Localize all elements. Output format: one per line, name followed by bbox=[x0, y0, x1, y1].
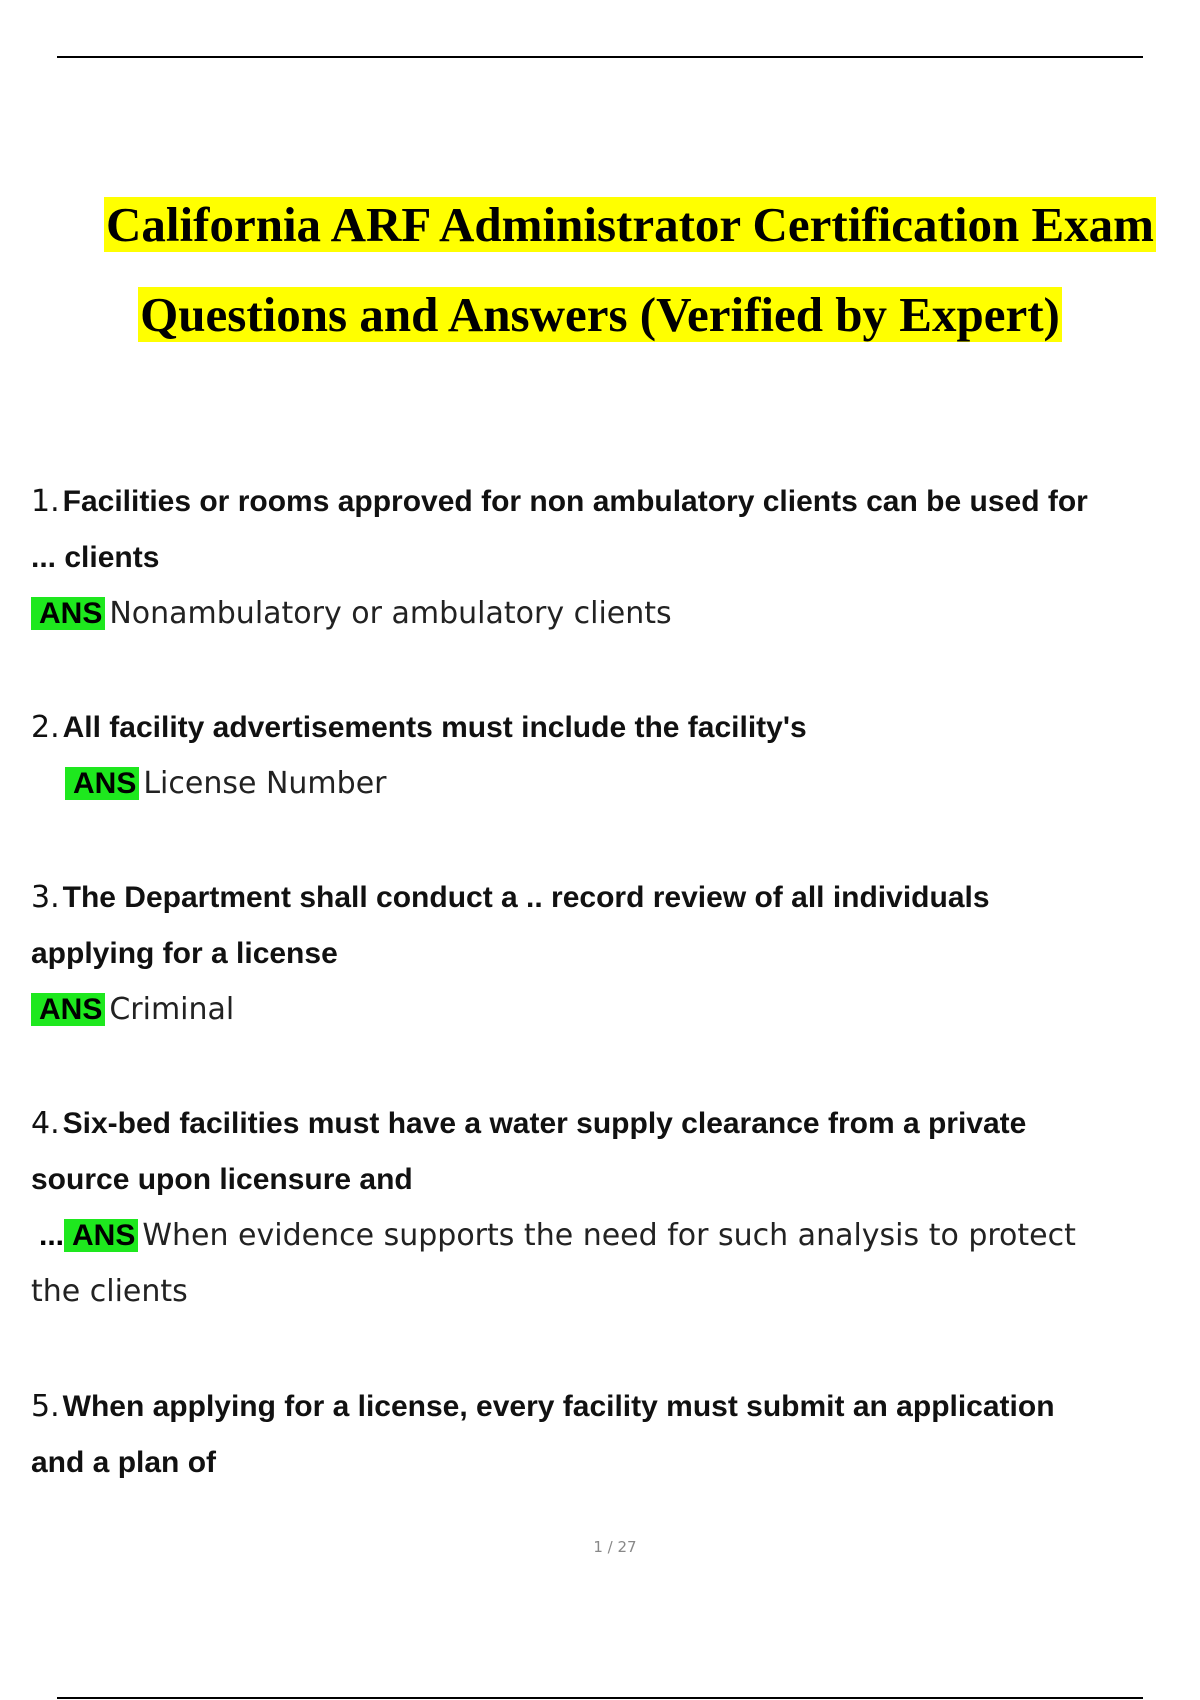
question-number: 4. bbox=[31, 1106, 60, 1141]
answer-badge: ANS bbox=[31, 993, 105, 1026]
title-highlight-1: California ARF Administrator Certification Exam bbox=[106, 197, 1154, 252]
answer-line-2: the clients bbox=[31, 1274, 188, 1309]
question-text bbox=[31, 1096, 1181, 1152]
question-number: 2. bbox=[31, 710, 60, 745]
question-line-1: Six-bed facilities must have a water supply clearance from a private bbox=[62, 1107, 1027, 1140]
question-number: 5. bbox=[31, 1389, 60, 1424]
question-item-3 bbox=[31, 870, 1181, 1038]
question-item-2 bbox=[31, 700, 1181, 812]
question-line-1: The Department shall conduct a .. record review of all individuals bbox=[62, 881, 990, 914]
answer-badge: ANS bbox=[31, 597, 105, 630]
question-line-1: Facilities or rooms approved for non ambulatory clients can be used for bbox=[62, 485, 1088, 518]
question-line-2: and a plan of bbox=[31, 1446, 217, 1479]
answer-prefix: ... bbox=[39, 1219, 65, 1252]
question-line-2: source upon licensure and bbox=[31, 1163, 413, 1196]
answer-text bbox=[31, 586, 1181, 642]
answer-text bbox=[31, 756, 1181, 812]
answer-value: When evidence supports the need for such analysis to protect bbox=[142, 1218, 1076, 1253]
answer-text bbox=[31, 982, 1181, 1038]
page-number: 1 / 27 bbox=[593, 1538, 637, 1556]
answer-value: Nonambulatory or ambulatory clients bbox=[109, 596, 672, 631]
question-text bbox=[31, 474, 1181, 530]
question-item-1 bbox=[31, 474, 1181, 642]
question-text bbox=[31, 1379, 1181, 1435]
question-item-4 bbox=[31, 1096, 1181, 1320]
question-item-5 bbox=[31, 1379, 1181, 1491]
top-rule bbox=[57, 56, 1143, 58]
question-line-2: ... clients bbox=[31, 541, 160, 574]
bottom-rule bbox=[57, 1697, 1143, 1699]
document-title-line-1 bbox=[30, 195, 1200, 255]
question-number: 1. bbox=[31, 484, 60, 519]
question-line-1: When applying for a license, every facility must submit an application bbox=[62, 1390, 1055, 1423]
document-title-line-2 bbox=[0, 285, 1200, 345]
answer-value: License Number bbox=[143, 766, 387, 801]
question-text bbox=[31, 870, 1181, 926]
question-line-2: applying for a license bbox=[31, 937, 338, 970]
answer-text bbox=[31, 1208, 1181, 1264]
answer-value: Criminal bbox=[109, 992, 235, 1027]
answer-badge: ANS bbox=[64, 1219, 138, 1252]
question-number: 3. bbox=[31, 880, 60, 915]
title-highlight-2: Questions and Answers (Verified by Expert) bbox=[140, 287, 1060, 342]
question-text bbox=[31, 700, 1181, 756]
answer-badge: ANS bbox=[65, 767, 139, 800]
question-line-1: All facility advertisements must include the facility's bbox=[62, 711, 807, 744]
